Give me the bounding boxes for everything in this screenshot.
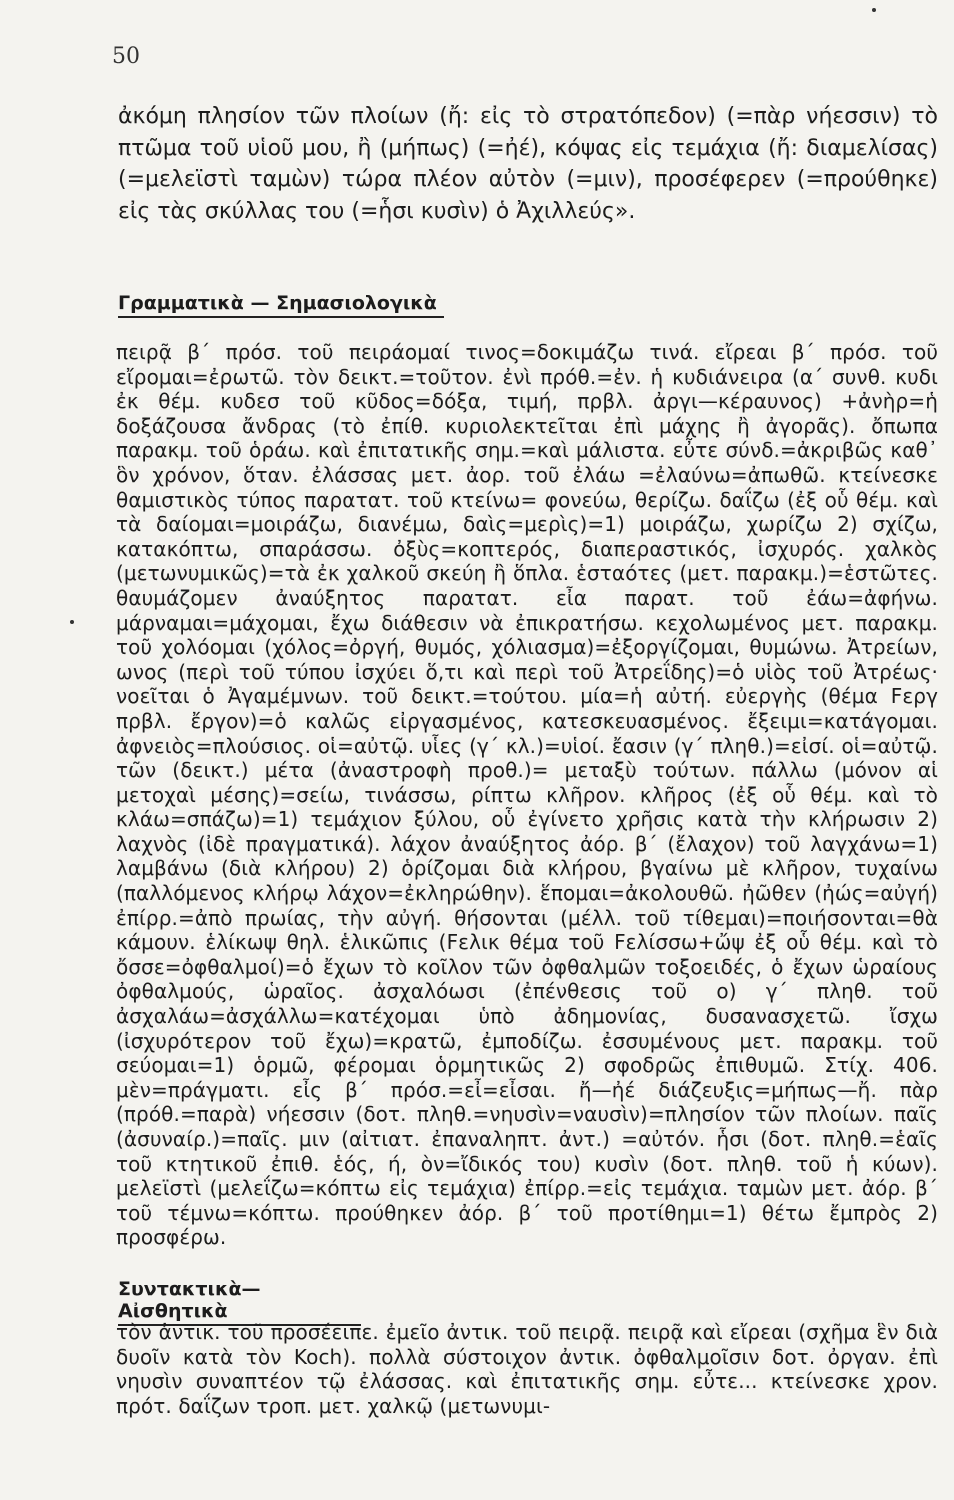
print-speck (872, 8, 876, 12)
print-speck (70, 620, 74, 624)
syntax-notes: τὸν ἀντικ. τοῦ προσέειπε. ἐμεῖο ἀντικ. τοῦ πειρᾷ. πειρᾷ καὶ εἴρεαι (σχῆμα ἓν διὰ δυοῖν κατὰ τὸν Koch). πολλὰ σύστοιχον ἀντικ. ὀφθαλμοῖσιν δοτ. ὀργαν. ἐπὶ νηυσὶν συναπτέον τῷ ἐλάσσας. καὶ ἐπιτατικῆς σημ. εὖτε... κτείνεσκε χρον. πρότ. δαΐζων τροπ. μετ. χαλκῷ (μετωνυμι- (116, 1320, 938, 1418)
grammar-glossary: πειρᾷ β΄ πρόσ. τοῦ πειράομαί τινος=δοκιμάζω τινά. εἴρεαι β΄ πρόσ. τοῦ εἴρομαι=ἐρωτῶ. τὸν δεικτ.=τοῦτον. ἐνὶ πρόθ.=ἐν. ἡ κυδιάνειρα (α΄ συνθ. κυδι ἐκ θέμ. κυδεσ τοῦ κῦδος=δόξα, τιμή, πρβλ. ἀργι—κέραυνος) +ἀνὴρ=ἡ δοξάζουσα ἄνδρας (τὸ ἐπίθ. κυριολεκτεῖται ἐπὶ μάχης ἢ ἀγορᾶς). ὄπωπα παρακμ. τοῦ ὁράω. καὶ ἐπιτατικῆς σημ.=καὶ μάλιστα. εὖτε σύνδ.=ἀκριβῶς καθ᾽ ὃν χρόνον, ὅταν. ἐλάσσας μετ. ἀορ. τοῦ ἐλάω =ἐλαύνω=ἀπωθῶ. κτείνεσκε θαμιστικὸς τύπος παρατατ. τοῦ κτείνω= φονεύω, θερίζω. δαΐζω (ἐξ οὗ θέμ. καὶ τὰ δαίομαι=μοιράζω, διανέμω, δαὶς=μερὶς)=1) μοιράζω, χωρίζω 2) σχίζω, κατακόπτω, σπαράσσω. ὀξὺς=κοπτερός, διαπεραστικός, ἰσχυρός. χαλκὸς (μετωνυμικῶς)=τὰ ἐκ χαλκοῦ σκεύη ἢ ὅπλα. ἑσταότες (μετ. παρακμ.)=ἑστῶτες. θαυμάζομεν ἀναύξητος παρατατ. εἶα παρατ. τοῦ ἐάω=ἀφήνω. μάρναμαι=μάχομαι, ἔχω διάθεσιν νὰ ἐπικρατήσω. κεχολωμένος μετ. παρακμ. τοῦ χολόομαι (χόλος=ὀργή, θυμός, χόλιασμα)=ἐξοργίζομαι, θυμώνω. Ἀτρείων, ωνος (περὶ τοῦ τύπου ἰσχύει ὅ,τι καὶ περὶ τοῦ Ἀτρεΐδης)=ὁ υἱὸς τοῦ Ἀτρέως· νοεῖται ὁ Ἀγαμέμνων. τοῦ δεικτ.=τούτου. μία=ἡ αὐτή. εὐεργὴς (θέμα Fεργ πρβλ. ἔργον)=ὁ καλῶς εἰργασμένος, κατεσκευασμένος. ἔξειμι=κατάγομαι. ἀφνειὸς=πλούσιος. οἱ=αὐτῷ. υἷες (γ΄ κλ.)=υἱοί. ἔασιν (γ΄ πληθ.)=εἰσί. οἱ=αὐτῷ. τῶν (δεικτ.) μέτα (ἀναστροφὴ προθ.)= μεταξὺ τούτων. πάλλω (μόνον αἱ μετοχαὶ μέσης)=σείω, τινάσσω, ρίπτω κλῆρον. κλῆρος (ἐξ οὗ θέμ. καὶ τὸ κλάω=σπάζω)=1) τεμάχιον ξύλου, οὗ ἐγίνετο χρῆσις κατὰ τὴν κλήρωσιν 2) λαχνὸς (ἰδὲ πραγματικά). λάχον ἀναύξητος ἀόρ. β΄ (ἔλαχον) τοῦ λαγχάνω=1) λαμβάνω (διὰ κλήρου) 2) ὁρίζομαι διὰ κλήρου, βγαίνω μὲ κλῆρον, τυχαίνω (παλλόμενος κλήρῳ λάχον=ἐκληρώθην). ἕπομαι=ἀκολουθῶ. ἠῶθεν (ἠώς=αὐγή) ἐπίρρ.=ἀπὸ πρωίας, τὴν αὐγή. θήσονται (μέλλ. τοῦ τίθεμαι)=ποιήσονται=θὰ κάμουν. ἑλίκωψ θηλ. ἑλικῶπις (Fελικ θέμα τοῦ Fελίσσω+ὤψ ἐξ οὗ θέμ. καὶ τὸ ὄσσε=ὀφθαλμοί)=ὁ ἔχων τὸ κοῖλον τῶν ὀφθαλμῶν τοξοειδές, ὁ ἔχων ὡραίους ὀφθαλμούς, ὡραῖος. ἀσχαλόωσι (ἐπένθεσις τοῦ ο) γ΄ πληθ. τοῦ ἀσχαλάω=ἀσχάλλω=κατέχομαι ὑπὸ ἀδημονίας, δυσανασχετῶ. ἴσχω (ἰσχυρότερον τοῦ ἔχω)=κρατῶ, ἐμποδίζω. ἐσσυμένους μετ. παρακμ. τοῦ σεύομαι=1) ὁρμῶ, φέρομαι ὁρμητικῶς 2) σφοδρῶς ἐπιθυμῶ. Στίχ. 406. μὲν=πράγματι. εἶς β΄ πρόσ.=εἶ=εἶσαι. ἤ—ἠέ διάζευξις=μήπως—ἤ. πὰρ (πρόθ.=παρὰ) νήεσσιν (δοτ. πληθ.=νηυσὶν=ναυσὶν)=πλησίον τῶν πλοίων. παῖς (ἀσυναίρ.)=παῖς. μιν (αἰτιατ. ἐπαναληπτ. ἀντ.) =αὐτόν. ἧσι (δοτ. πληθ.=ἑαῖς τοῦ κτητικοῦ ἐπιθ. ἑός, ή, ὸν=ἴδικός του) κυσὶν (δοτ. πληθ. τοῦ ἡ κύων). μελεϊστὶ (μελεΐζω=κόπτω εἰς τεμάχια) ἐπίρρ.=εἰς τεμάχια. ταμὼν μετ. ἀόρ. β΄ τοῦ τέμνω=κόπτω. προύθηκεν ἀόρ. β΄ τοῦ προτίθημι=1) θέτω ἔμπρὸς 2) προσφέρω. (116, 340, 938, 1250)
section-heading-grammar: Γραμματικὰ — Σημασιολογικὰ (118, 292, 444, 318)
section-heading-syntax: Συντακτικὰ—Αἰσθητικὰ (118, 1278, 361, 1326)
intro-paragraph: ἀκόμη πλησίον τῶν πλοίων (ἤ: εἰς τὸ στρατόπεδον) (=πὰρ νήεσσιν) τὸ πτῶμα τοῦ υἱοῦ μου, ἢ (μήπως) (=ἠέ), κόψας εἰς τεμάχια (ἤ: διαμελίσας) (=μελεϊστὶ ταμὼν) τώρα πλέον αὐτὸν (=μιν), προσέφερεν (=προύθηκε) εἰς τὰς σκύλλας του (=ἧσι κυσὶν) ὁ Ἀχιλλεύς». (118, 104, 938, 224)
page-number: 50 (112, 44, 140, 69)
